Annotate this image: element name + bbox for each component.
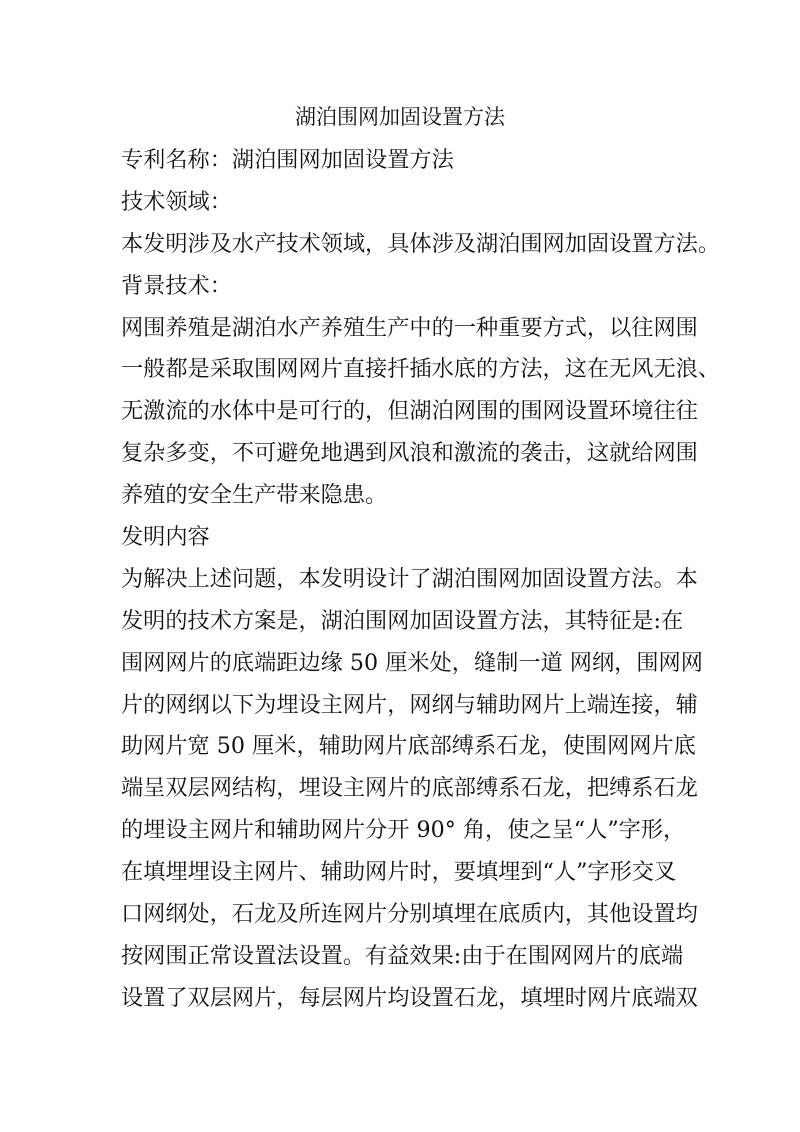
paragraph-line: 在填埋埋设主网片、辅助网片时，要填埋到“人”字形交叉: [121, 859, 677, 886]
label-patent-name: 专利名称：湖泊围网加固设置方法: [121, 147, 454, 173]
paragraph-line: 口网纲处，石龙及所连网片分别填埋在底质内，其他设置均: [121, 901, 698, 928]
heading-invention-content: 发明内容: [121, 524, 210, 551]
paragraph-line: 为解决上述问题，本发明设计了湖泊围网加固设置方法。本: [121, 565, 698, 592]
heading-background: 背景技术：: [121, 272, 232, 299]
document-body: [121, 145, 721, 1025]
paragraph-line: 复杂多变，不可避免地遇到风浪和激流的袭击，这就给网围: [121, 440, 698, 467]
paragraph-line: 助网片宽 50 厘米，辅助网片底部缚系石龙，使围网网片底: [121, 733, 696, 760]
paragraph-line: 片的网纲以下为埋设主网片，网纲与辅助网片上端连接，辅: [121, 691, 698, 718]
paragraph-line: 一般都是采取围网网片直接扦插水底的方法，这在无风无浪、: [121, 356, 721, 383]
document-title: 湖泊围网加固设置方法: [295, 105, 505, 129]
paragraph-line: 发明的技术方案是，湖泊围网加固设置方法，其特征是:在: [121, 607, 684, 634]
paragraph-line: 养殖的安全生产带来隐患。: [121, 482, 388, 509]
paragraph-line: 网围养殖是湖泊水产养殖生产中的一种重要方式，以往网围: [121, 314, 698, 341]
paragraph-line: 设置了双层网片，每层网片均设置石龙，填埋时网片底端双: [121, 984, 698, 1011]
paragraph-line: 围网网片的底端距边缘 50 厘米处，缝制一道 网纲，围网网: [121, 649, 703, 676]
paragraph-line: 端呈双层网结构，埋设主网片的底部缚系石龙，把缚系石龙: [121, 775, 698, 802]
paragraph-line: 的埋设主网片和辅助网片分开 90° 角，使之呈“人”字形，: [121, 817, 686, 844]
paragraph-line: 按网围正常设置法设置。有益效果:由于在围网网片的底端: [121, 942, 684, 969]
paragraph-line: 无激流的水体中是可行的，但湖泊网围的围网设置环境往往: [121, 398, 698, 425]
paragraph-line: 本发明涉及水产技术领域，具体涉及湖泊围网加固设置方法。: [121, 230, 721, 257]
heading-technical-field: 技术领域：: [121, 188, 232, 215]
